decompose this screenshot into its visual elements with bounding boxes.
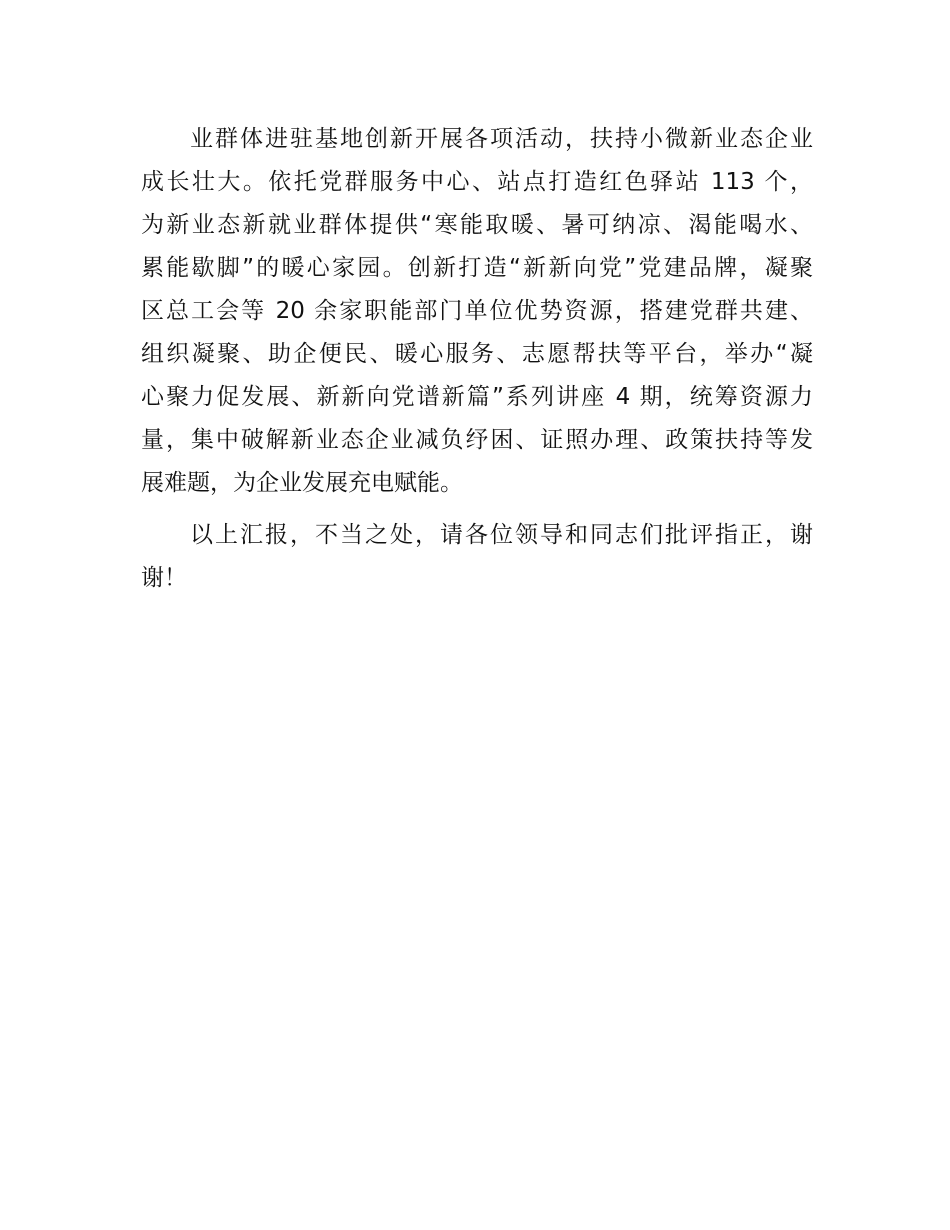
- paragraph-line: 谢！: [141, 565, 187, 591]
- paragraph-line: 成长壮大。依托党群服务中心、站点打造红色驿站 113 个，: [141, 169, 813, 195]
- paragraph-line: 为新业态新就业群体提供“寒能取暖、暑可纳凉、渴能喝水、: [141, 212, 813, 238]
- paragraph-1: [141, 118, 813, 505]
- paragraph-line: 量，集中破解新业态企业减负纾困、证照办理、政策扶持等发: [141, 427, 813, 453]
- document-body: [141, 118, 813, 600]
- paragraph-line: 以上汇报，不当之处，请各位领导和同志们批评指正，谢: [190, 522, 813, 548]
- paragraph-line: 区总工会等 20 余家职能部门单位优势资源，搭建党群共建、: [141, 298, 813, 324]
- paragraph-line: 组织凝聚、助企便民、暖心服务、志愿帮扶等平台，举办“凝: [141, 341, 813, 367]
- paragraph-line: 累能歇脚”的暖心家园。创新打造“新新向党”党建品牌，凝聚: [141, 255, 813, 281]
- paragraph-2: [141, 514, 813, 600]
- paragraph-spacer: [141, 505, 813, 514]
- paragraph-line: 展难题，为企业发展充电赋能。: [141, 470, 463, 496]
- paragraph-line: 心聚力促发展、新新向党谱新篇”系列讲座 4 期，统筹资源力: [141, 384, 813, 410]
- paragraph-line: 业群体进驻基地创新开展各项活动，扶持小微新业态企业: [190, 126, 813, 152]
